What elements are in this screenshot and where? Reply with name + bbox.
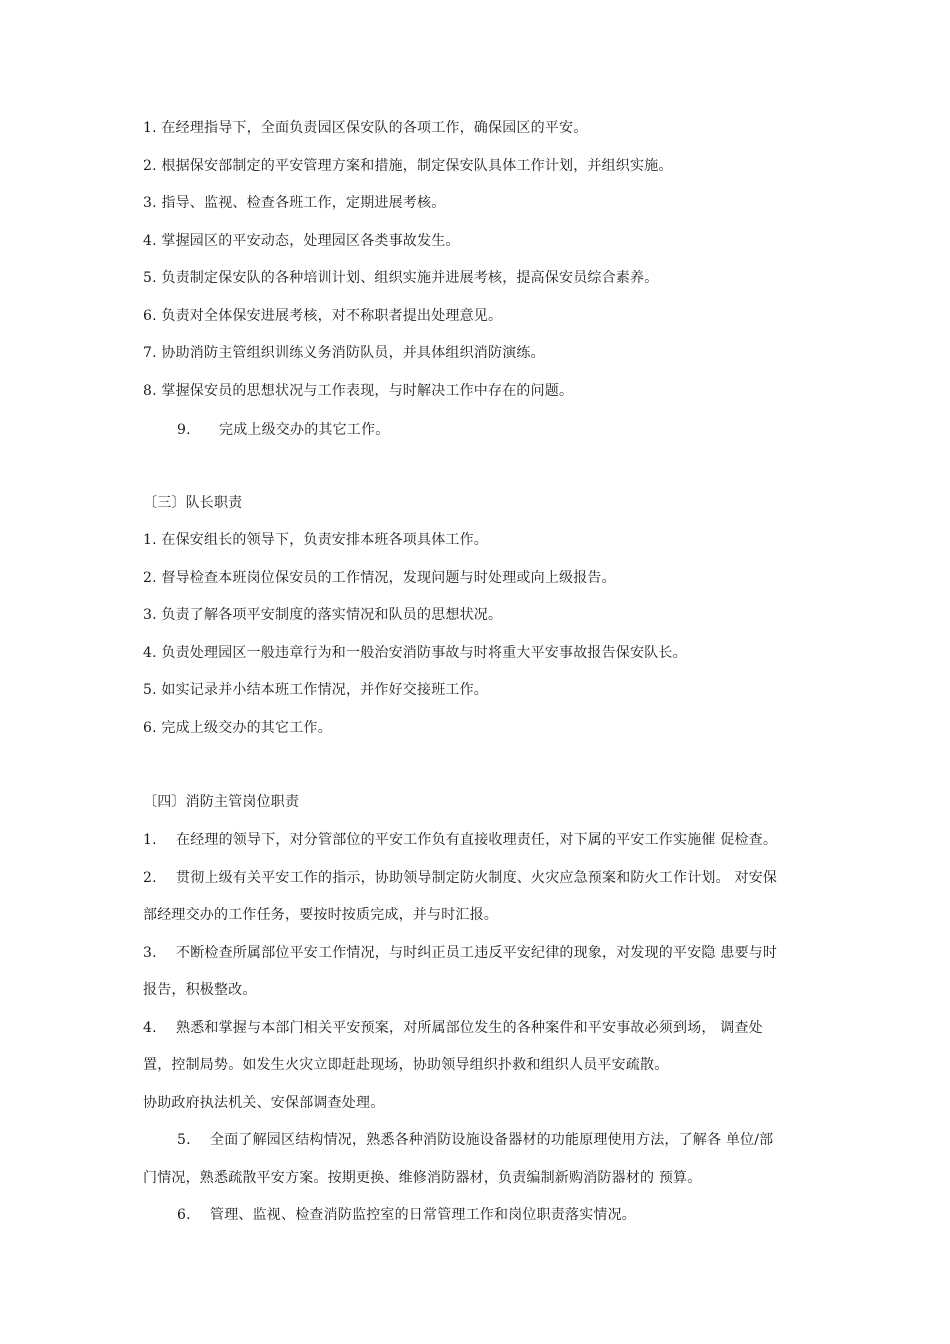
list-item-continuation: 报告，积极整改。: [143, 982, 257, 998]
list-item: 4. 掌握园区的平安动态，处理园区各类事故发生。: [143, 233, 460, 249]
list-item-number: 9.: [177, 422, 191, 438]
section-heading: 〔四〕消防主管岗位职责: [143, 794, 300, 810]
list-item: 5. 如实记录并小结本班工作情况，并作好交接班工作。: [143, 682, 489, 698]
list-item-continuation: 部经理交办的工作任务，要按时按质完成，并与时汇报。: [143, 907, 498, 923]
list-item-number: 2.: [143, 870, 157, 886]
list-item: 2. 督导检查本班岗位保安员的工作情况，发现问题与时处理或向上级报告。: [143, 570, 616, 586]
list-item: 完成上级交办的其它工作。: [219, 422, 390, 438]
list-item: 3. 指导、监视、检查各班工作，定期进展考核。: [143, 195, 446, 211]
list-item: 全面了解园区结构情况，熟悉各种消防设施设备器材的功能原理使用方法，了解各 单位/部: [210, 1132, 774, 1148]
list-item: 8. 掌握保安员的思想状况与工作表现，与时解决工作中存在的问题。: [143, 383, 574, 399]
list-item-continuation: 协助政府执法机关、安保部调查处理。: [143, 1095, 385, 1111]
list-item: 6. 完成上级交办的其它工作。: [143, 720, 332, 736]
list-item: 贯彻上级有关平安工作的指示，协助领导制定防火制度、火灾应急预案和防火工作计划。 对安保: [176, 870, 778, 886]
list-item: 不断检查所属部位平安工作情况，与时纠正员工违反平安纪律的现象，对发现的平安隐 患要与时: [176, 945, 778, 961]
list-item-continuation: 置，控制局势。如发生火灾立即赶赴现场，协助领导组织扑救和组织人员平安疏散。: [143, 1057, 669, 1073]
list-item-number: 6.: [177, 1207, 191, 1223]
list-item: 2. 根据保安部制定的平安管理方案和措施，制定保安队具体工作计划，并组织实施。: [143, 158, 673, 174]
list-item: 6. 负责对全体保安进展考核，对不称职者提出处理意见。: [143, 308, 503, 324]
list-item-continuation: 门情况，熟悉疏散平安方案。按期更换、维修消防器材，负责编制新购消防器材的 预算。: [143, 1170, 702, 1186]
list-item: 1. 在经理指导下，全面负责园区保安队的各项工作，确保园区的平安。: [143, 120, 588, 136]
list-item-number: 5.: [177, 1132, 191, 1148]
list-item: 1. 在保安组长的领导下，负责安排本班各项具体工作。: [143, 532, 489, 548]
list-item-number: 4.: [143, 1020, 157, 1036]
list-item-number: 3.: [143, 945, 157, 961]
list-item: 4. 负责处理园区一般违章行为和一般治安消防事故与时将重大平安事故报告保安队长。: [143, 645, 687, 661]
list-item: 5. 负责制定保安队的各种培训计划、组织实施并进展考核，提高保安员综合素养。: [143, 270, 659, 286]
list-item: 管理、监视、检查消防监控室的日常管理工作和岗位职责落实情况。: [210, 1207, 636, 1223]
list-item-number: 1.: [143, 832, 157, 848]
list-item: 熟悉和掌握与本部门相关平安预案，对所属部位发生的各种案件和平安事故必须到场， 调查处: [176, 1020, 763, 1036]
section-heading: 〔三〕队长职责: [143, 495, 243, 511]
list-item: 在经理的领导下，对分管部位的平安工作负有直接收理责任，对下属的平安工作实施催 促检查。: [176, 832, 778, 848]
list-item: 3. 负责了解各项平安制度的落实情况和队员的思想状况。: [143, 607, 503, 623]
list-item: 7. 协助消防主管组织训练义务消防队员，并具体组织消防演练。: [143, 345, 545, 361]
